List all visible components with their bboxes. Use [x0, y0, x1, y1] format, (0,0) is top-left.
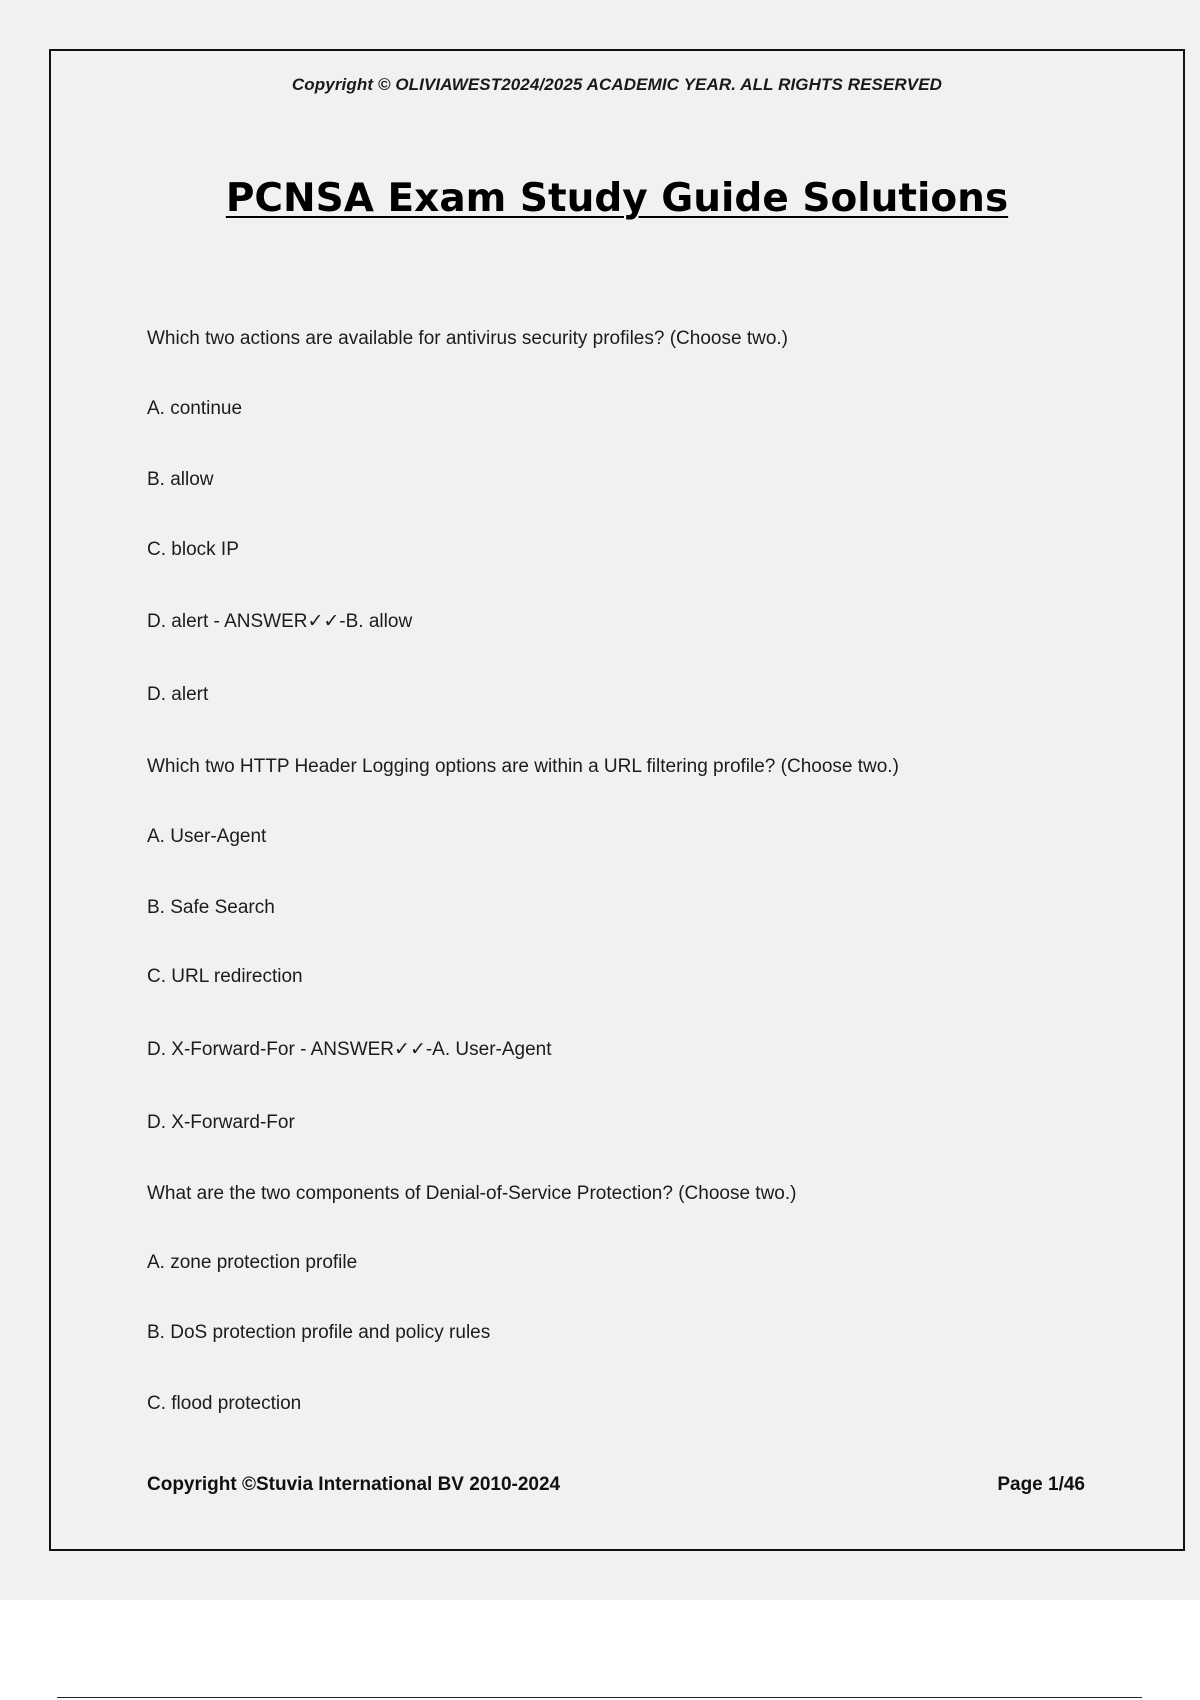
question-1-option-a: A. continue	[147, 398, 243, 419]
question-1-answer-continued: D. alert	[147, 684, 209, 705]
question-1: Which two actions are available for antivirus security profiles? (Choose two.)	[147, 328, 788, 349]
question-1-option-b: B. allow	[147, 469, 214, 490]
question-2: Which two HTTP Header Logging options are within a URL filtering profile? (Choose two.)	[147, 756, 899, 777]
question-2-answer-continued: D. X-Forward-For	[147, 1112, 295, 1133]
page-title-text: PCNSA Exam Study Guide Solutions	[225, 176, 1009, 221]
footer-copyright: Copyright ©Stuvia International BV 2010-2024	[147, 1474, 561, 1495]
question-3-option-b: B. DoS protection profile and policy rules	[147, 1322, 491, 1343]
page-number: Page 1/46	[997, 1474, 1085, 1495]
question-3-option-c: C. flood protection	[147, 1393, 302, 1414]
question-2-option-c: C. URL redirection	[147, 966, 303, 987]
question-1-answer: D. alert - ANSWER✓✓-B. allow	[147, 611, 413, 632]
question-2-option-b: B. Safe Search	[147, 897, 275, 918]
header-copyright: Copyright © OLIVIAWEST2024/2025 ACADEMIC YEAR. ALL RIGHTS RESERVED	[291, 75, 943, 94]
page-title	[51, 175, 1183, 223]
question-1-option-c: C. block IP	[147, 539, 239, 560]
question-3-option-a: A. zone protection profile	[147, 1252, 358, 1273]
question-3: What are the two components of Denial-of-Service Protection? (Choose two.)	[147, 1183, 797, 1204]
question-2-answer: D. X-Forward-For - ANSWER✓✓-A. User-Agent	[147, 1039, 552, 1060]
question-2-option-a: A. User-Agent	[147, 826, 267, 847]
next-page-top-rule	[57, 1697, 1142, 1698]
page-border	[49, 49, 1185, 1551]
